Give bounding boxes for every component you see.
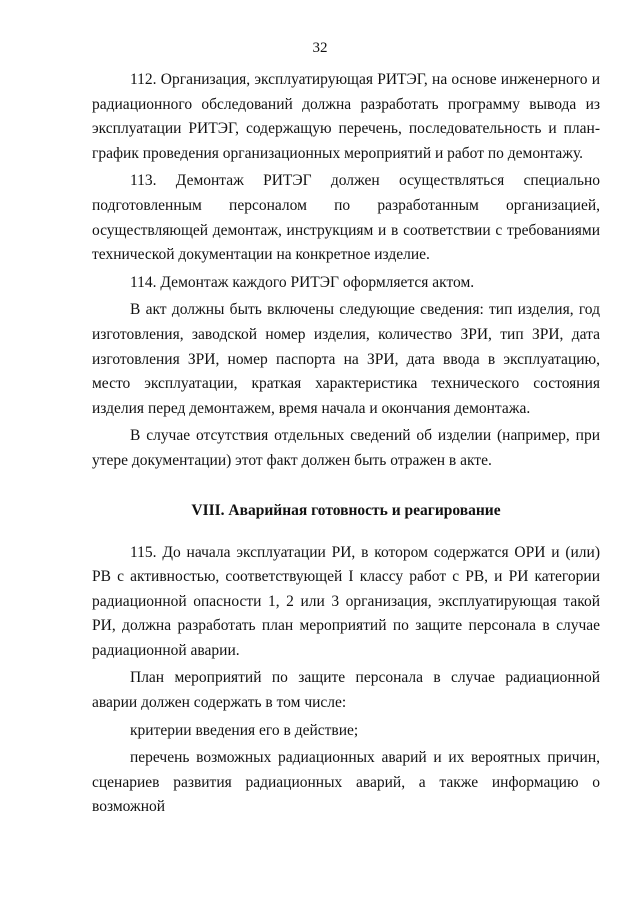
paragraph-112: 112. Организация, эксплуатирующая РИТЭГ, на основе инженерного и радиационного обследований должна разработать программу вывода из эксплуатации РИТЭГ, содержащую перечень, последовательность и план-график проведения организационных мероприятий и работ по демонтажу. xyxy=(92,71,600,162)
page-number: 32 xyxy=(312,40,328,56)
paragraph-115: 115. До начала эксплуатации РИ, в котором содержатся ОРИ и (или) РВ с активностью, соответствующей I классу работ с РВ, и РИ категории радиационной опасности 1, 2 или 3 организация, эксплуатирующая такой РИ, должна разработать план мероприятий по защите персонала в случае радиационной аварии. xyxy=(92,543,600,659)
paragraph-114: 114. Демонтаж каждого РИТЭГ оформляется актом. xyxy=(130,273,475,291)
section-heading: VIII. Аварийная готовность и реагирование xyxy=(191,501,501,519)
paragraph-accident-list: перечень возможных радиационных аварий и их вероятных причин, сценариев развития радиационных аварий, а также информацию о возможной xyxy=(92,749,600,816)
paragraph-missing-info: В случае отсутствия отдельных сведений об изделии (например, при утере документации) этот факт должен быть отражен в акте. xyxy=(92,427,600,469)
paragraph-113: 113. Демонтаж РИТЭГ должен осуществляться специально подготовленным персоналом по разработанным организацией, осуществляющей демонтаж, инструкциям и в соответствии с требованиями технической документации на конкретное изделие. xyxy=(92,172,600,264)
document-body xyxy=(92,68,600,820)
paragraph-act-contents: В акт должны быть включены следующие сведения: тип изделия, год изготовления, заводской номер изделия, количество ЗРИ, тип ЗРИ, дата изготовления ЗРИ, номер паспорта на ЗРИ, дата ввода в эксплуатацию, место эксплуатации, краткая характеристика технического состояния изделия перед демонтажем, время начала и окончания демонтажа. xyxy=(92,301,600,417)
paragraph-plan-contents: План мероприятий по защите персонала в случае радиационной аварии должен содержать в том числе: xyxy=(92,669,600,712)
paragraph-criteria: критерии введения его в действие; xyxy=(130,721,359,739)
